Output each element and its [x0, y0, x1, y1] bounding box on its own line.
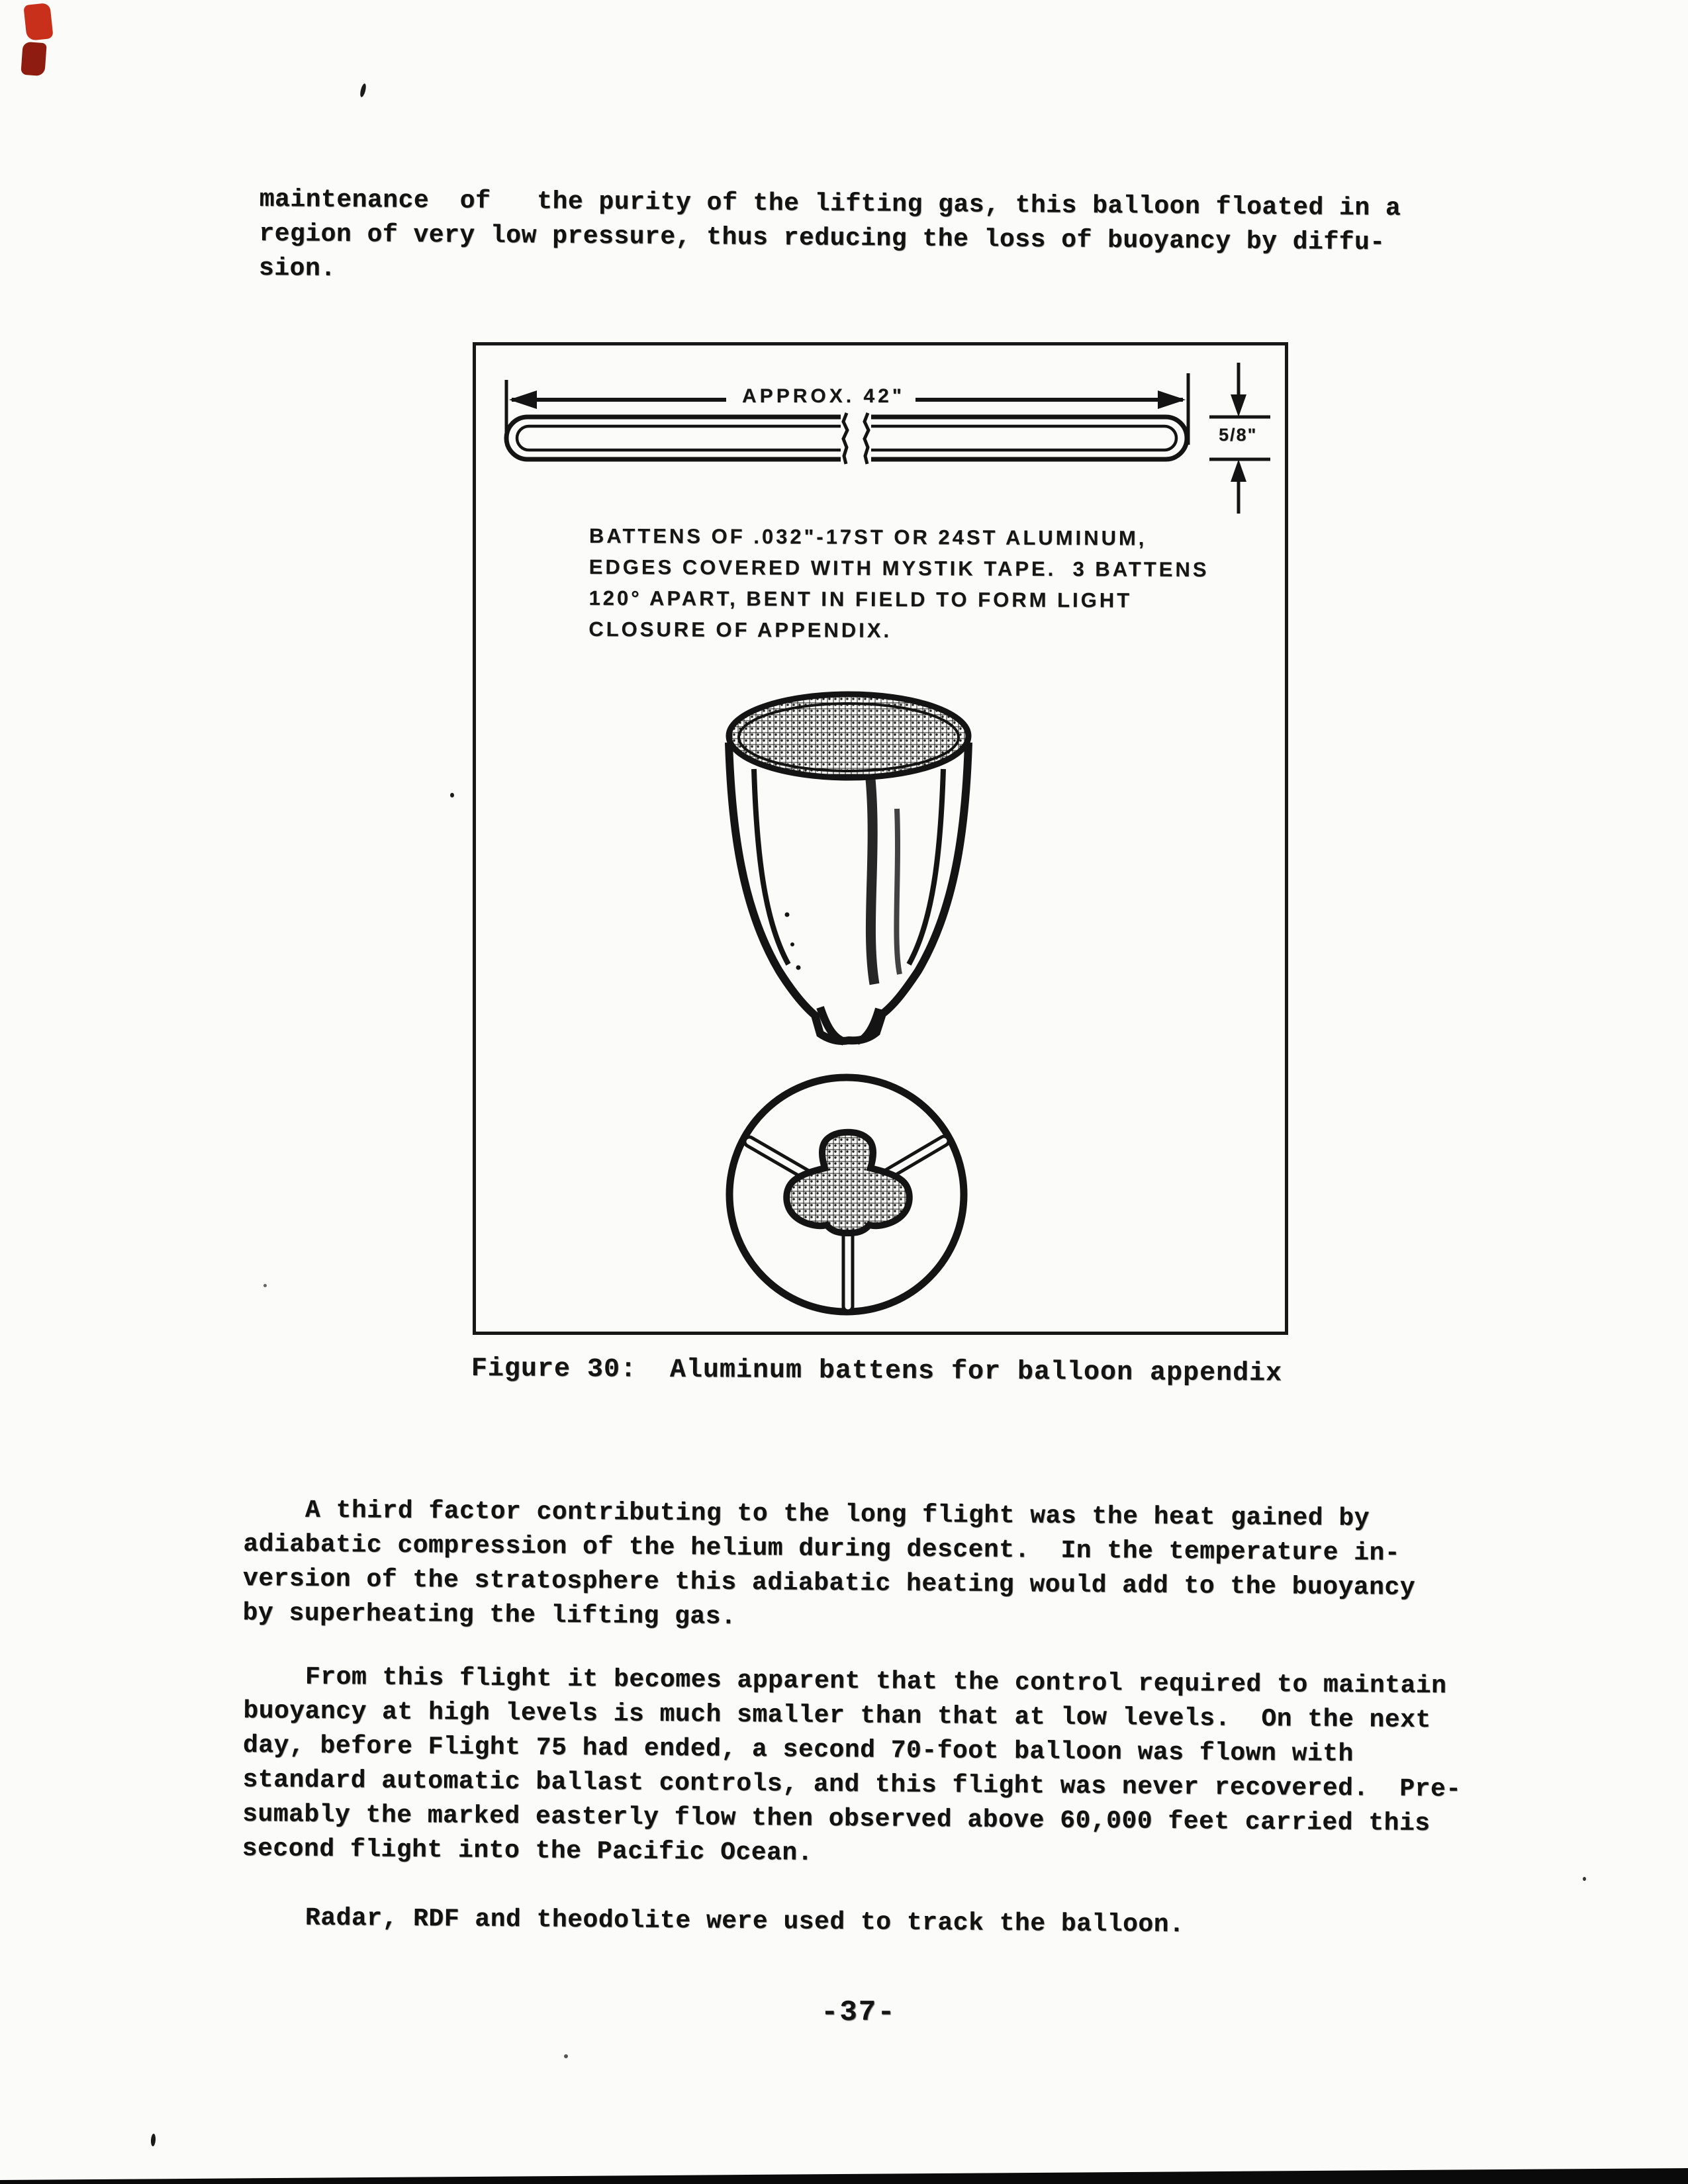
- paragraph-intro: maintenance of the purity of the lifting gas, this balloon floated in a region of very low pressure, thus reducing the loss of buoyancy by diffu- sion.: [258, 185, 1401, 283]
- ink-speck: [1583, 1877, 1586, 1881]
- ink-speck: [450, 793, 454, 797]
- down-arrowhead: [1231, 394, 1246, 417]
- center-gusset: [786, 1132, 910, 1233]
- dimension-length-label: APPROX. 42": [742, 385, 905, 407]
- battens-note: BATTENS OF .032"-17ST OR 24ST ALUMINUM, EDGES COVERED WITH MYSTIK TAPE. 3 BATTENS 120° APART, BENT IN FIELD TO FORM LIGHT CLOSURE OF APPENDIX.: [588, 523, 1209, 642]
- scan-edge-band: [0, 2164, 1688, 2184]
- ink-speck: [150, 2134, 156, 2146]
- appendix-cup-drawing: [729, 694, 968, 1042]
- ink-speck: [263, 1284, 267, 1287]
- right-arrowhead: [1158, 390, 1186, 409]
- up-arrowhead: [1231, 459, 1246, 482]
- dimension-thickness-label: 5/8": [1219, 425, 1258, 445]
- red-scan-mark-top: [23, 3, 53, 41]
- battens-figure-drawing: [476, 345, 1285, 1332]
- ink-speck: [564, 2054, 568, 2058]
- figure-caption: Figure 30: Aluminum battens for balloon appendix: [471, 1354, 1283, 1389]
- paragraph-third-factor: A third factor contributing to the long flight was the heat gained by adiabatic compression of the helium during descent. In the temperature in- version of the stratosphere this adiabatic heating would add to the buoyancy by superheating the lifting gas.: [242, 1495, 1416, 1631]
- batten-top-view-circle: [729, 1077, 964, 1312]
- figure-30-box: [473, 342, 1288, 1335]
- paragraph-flight-control: From this flight it becomes apparent that the control required to maintain buoyancy at high levels is much smaller than that at low levels. On the next day, before Flight 75 had ended, a second 70-foot balloon was flown with standard automatic ballast controls, and this flight was never recovered. Pre- sumably the marked easterly flow then observed above 60,000 feet carried this second flight into the Pacific Ocean.: [242, 1662, 1462, 1868]
- ink-speck: [359, 83, 367, 97]
- left-arrowhead: [509, 390, 537, 409]
- page-number: -37-: [821, 1996, 896, 2029]
- red-scan-mark-bottom: [21, 42, 46, 76]
- paragraph-tracking: Radar, RDF and theodolite were used to track the balloon.: [243, 1903, 1185, 1940]
